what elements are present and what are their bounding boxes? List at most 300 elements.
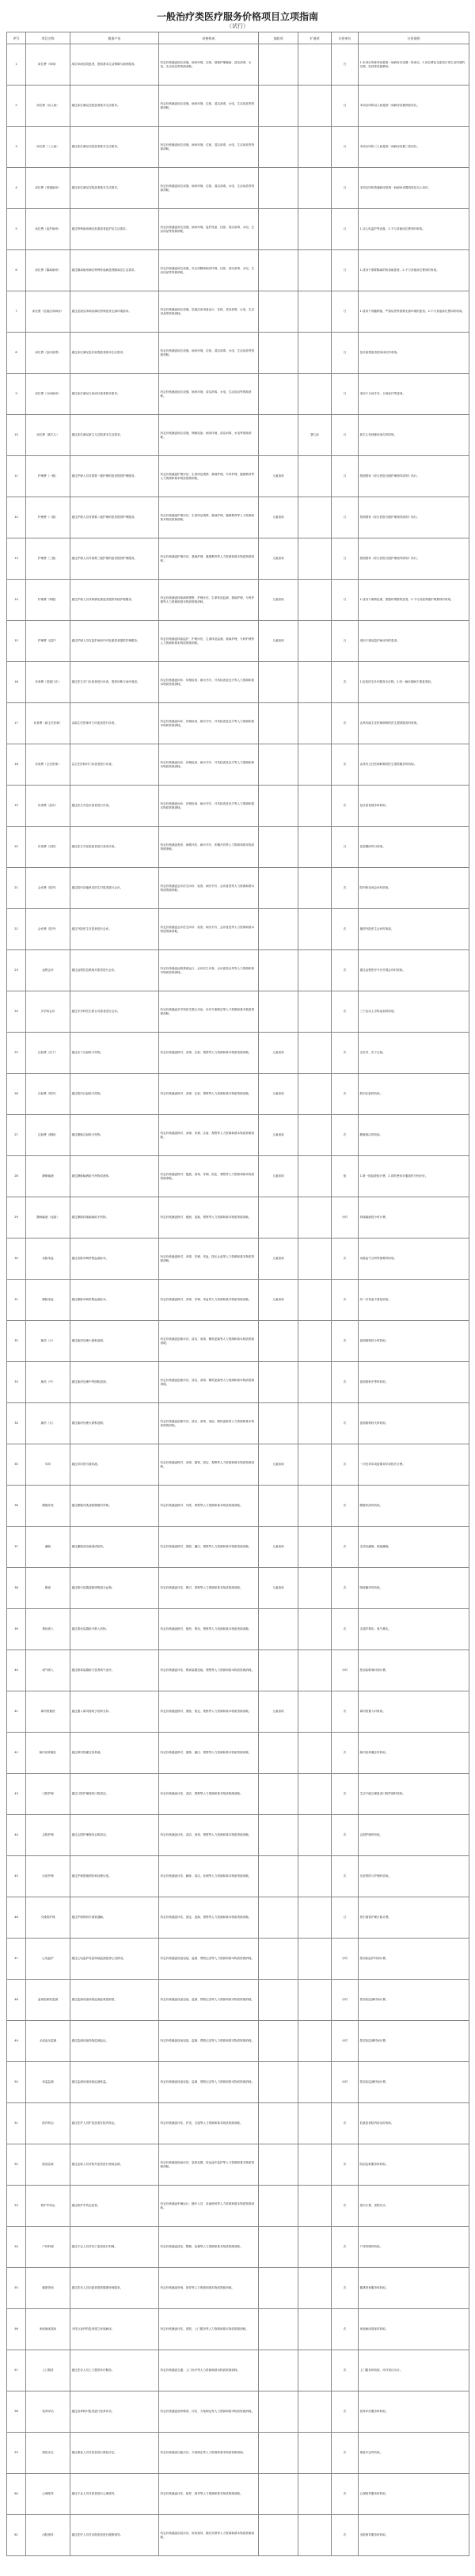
row-number-cell: 28 xyxy=(7,1156,26,1197)
surcharge-cell xyxy=(259,209,298,250)
extension-cell xyxy=(298,1321,332,1362)
pricing-unit-cell: 次 xyxy=(332,662,359,703)
price-composition-cell: 所定价格涵盖护理评估、生命体征观察、基础护理、健康教育等人力资源和基本物质资源消耗。 xyxy=(159,497,259,538)
price-composition-cell: 所定价格涵盖现场评估、急救处置、转运途中监护等人力资源和基本物质资源消耗。 xyxy=(159,2144,259,2186)
service-output-cell: 通过肌肉注射给予药物。 xyxy=(70,1074,159,1115)
service-output-cell: 通过床位满足住院患者基本生活需求。 xyxy=(70,127,159,168)
price-composition-cell: 所定价格涵盖核对、配液、消毒、穿刺、固定、观察等人力资源和基本物质资源消耗。 xyxy=(159,1156,259,1197)
surcharge-cell xyxy=(259,703,298,744)
service-output-cell: 通过急救人员对院外患者进行现场急救。 xyxy=(70,2144,159,2186)
item-name-cell: 诊查费（副主任医师） xyxy=(26,703,70,744)
table-row xyxy=(7,1897,469,1939)
service-output-cell: 通过床位满足住院患者基本生活需求。 xyxy=(70,168,159,209)
pricing-note-cell: 按实际监测时间计费。 xyxy=(359,1980,469,2021)
price-composition-cell: 所定价格涵盖设备连接、监测、观察记录等人力资源和基本物质资源消耗。 xyxy=(159,1980,259,2021)
service-output-cell: 通过床位满足新生儿住院基本生活需求。 xyxy=(70,415,159,456)
service-output-cell: 通过医务人员上门提供诊疗服务。 xyxy=(70,2350,159,2391)
pricing-unit-cell: 次 xyxy=(332,1856,359,1897)
service-output-cell: 通过膀胱冲洗清除膀胱内异物。 xyxy=(70,1486,159,1527)
service-output-cell: 通过口腔护理保持口腔清洁。 xyxy=(70,1774,159,1815)
extension-cell xyxy=(298,2391,332,2433)
row-number-cell: 55 xyxy=(7,2268,26,2309)
surcharge-cell xyxy=(259,2515,298,2556)
extension-cell xyxy=(298,1362,332,1403)
service-output-cell: 通过置入鼻饲管给予营养支持。 xyxy=(70,1691,159,1733)
price-composition-cell: 所定价格涵盖床位设施、病房环境、清洁消毒、水电、生活用品等资源消耗。 xyxy=(159,374,259,415)
pricing-unit-cell: 日 xyxy=(332,168,359,209)
table-row xyxy=(7,1321,469,1362)
pricing-note-cell: 肠内营养灌注时收取。 xyxy=(359,1733,469,1774)
surcharge-cell xyxy=(259,1197,298,1239)
table-row xyxy=(7,1074,469,1115)
price-composition-cell: 所定价格涵盖床位设施、层流洁净设备运行、住宿、清洁消毒、水电、生活用品等资源消耗。 xyxy=(159,291,259,333)
row-number-cell: 5 xyxy=(7,209,26,250)
extension-cell xyxy=(298,168,332,209)
pricing-note-cell: 创面面积较大时收取。 xyxy=(359,1403,469,1444)
price-composition-cell: 所定价格涵盖创面评估、清洁、消毒、敷料更换等人力资源和基本物质资源消耗。 xyxy=(159,1321,259,1362)
extension-cell xyxy=(298,1568,332,1609)
price-composition-cell: 所定价格涵盖床位设施、保暖设备、病房环境、清洁消毒、水电等资源消耗。 xyxy=(159,415,259,456)
service-output-cell: 通过监测设备持续监测血氧饱和度。 xyxy=(70,1980,159,2021)
table-header-row xyxy=(7,32,469,44)
price-composition-cell: 所定价格涵盖问诊、体格检查、病历书写、开具检查及处方等人力资源和基本物质资源消耗。 xyxy=(159,703,259,744)
extension-cell xyxy=(298,209,332,250)
pricing-note-cell: 由具有主任医师职称的医生提供服务时收取。 xyxy=(359,744,469,786)
extension-cell xyxy=(298,456,332,497)
price-composition-cell: 所定价格涵盖咨询、指导等人力资源和基本物质资源消耗。 xyxy=(159,2268,259,2309)
row-number-cell: 61 xyxy=(7,2515,26,2556)
extension-cell xyxy=(298,2309,332,2350)
pricing-unit-cell: 日 xyxy=(332,497,359,538)
extension-cell xyxy=(298,827,332,868)
surcharge-cell xyxy=(259,2103,298,2144)
price-composition-cell: 所定价格涵盖车辆运行、随车人员、设备使用等人力资源和基本物质资源消耗。 xyxy=(159,2186,259,2227)
extension-cell xyxy=(298,1033,332,1074)
price-composition-cell: 所定价格涵盖评估、疏导、指导等人力资源和基本物质资源消耗。 xyxy=(159,2474,259,2515)
service-output-cell: 通过鼻饲管灌注营养液。 xyxy=(70,1733,159,1774)
table-row xyxy=(7,827,469,868)
table-row xyxy=(7,1650,469,1691)
row-number-cell: 51 xyxy=(7,2103,26,2144)
service-output-cell: 通过床位满足住院患者基本生活需求。 xyxy=(70,86,159,127)
extension-cell xyxy=(298,621,332,662)
item-name-cell: 床位费（隔离病房） xyxy=(26,250,70,291)
pricing-unit-cell: 日 xyxy=(332,538,359,580)
table-row xyxy=(7,868,469,909)
service-output-cell: 通过监测设备持续监测体温。 xyxy=(70,2062,159,2103)
table-row xyxy=(7,2227,469,2268)
price-composition-cell: 所定价格涵盖持续病情观察、护理评估、生命体征监测、基础护理、专科护理等人力资源和基本物质资源消耗。 xyxy=(159,580,259,621)
pricing-unit-cell: 日 xyxy=(332,209,359,250)
row-number-cell: 42 xyxy=(7,1733,26,1774)
header-cell: 项目名称 xyxy=(26,32,70,44)
row-number-cell: 33 xyxy=(7,1362,26,1403)
item-name-cell: 吸痰 xyxy=(26,1568,70,1609)
table-row xyxy=(7,333,469,374)
pricing-note-cell: 按照国家《综合医院分级护理指导原则》执行。 xyxy=(359,538,469,580)
item-name-cell: 床位费（单间） xyxy=(26,44,70,86)
row-number-cell: 17 xyxy=(7,703,26,744)
surcharge-cell: 儿童加收 xyxy=(259,1527,298,1568)
extension-cell xyxy=(298,497,332,538)
surcharge-cell: 儿童加收 xyxy=(259,1568,298,1609)
service-output-cell: 通过层流洁净病房满足特殊患者无菌环境需求。 xyxy=(70,291,159,333)
pricing-unit-cell: 次 xyxy=(332,2103,359,2144)
table-row xyxy=(7,2350,469,2391)
row-number-cell: 45 xyxy=(7,1856,26,1897)
row-number-cell: 11 xyxy=(7,456,26,497)
pricing-note-cell: 含清洁灌肠、保留灌肠。 xyxy=(359,1527,469,1568)
pricing-unit-cell: 日 xyxy=(332,580,359,621)
price-composition-cell: 所定价格涵盖评估、翻身、清洁、处理等人力资源和基本物质资源消耗。 xyxy=(159,1856,259,1897)
extension-cell xyxy=(298,86,332,127)
item-name-cell: 会诊费（院内） xyxy=(26,868,70,909)
service-output-cell: 通过医护人员护送患者在院内转运。 xyxy=(70,2103,159,2144)
item-name-cell: 静脉采血 xyxy=(26,1280,70,1321)
item-name-cell: 氧气吸入 xyxy=(26,1650,70,1691)
pricing-unit-cell: 次 xyxy=(332,1321,359,1362)
extension-cell xyxy=(298,991,332,1033)
item-name-cell: 口腔护理 xyxy=(26,1774,70,1815)
table-row xyxy=(7,1733,469,1774)
extension-cell xyxy=(298,333,332,374)
pricing-unit-cell: 日 xyxy=(332,1897,359,1939)
service-output-cell: 通过护理人员对病情危重患者提供持续护理服务。 xyxy=(70,580,159,621)
service-output-cell: 通过医生对急诊患者进行诊查。 xyxy=(70,786,159,827)
extension-cell xyxy=(298,2103,332,2144)
item-name-cell: 护理费（特级） xyxy=(26,580,70,621)
item-name-cell: 换药（中） xyxy=(26,1362,70,1403)
row-number-cell: 20 xyxy=(7,827,26,868)
surcharge-cell: 儿童加收 xyxy=(259,1691,298,1733)
surcharge-cell xyxy=(259,127,298,168)
extension-cell xyxy=(298,1403,332,1444)
extension-cell xyxy=(298,2144,332,2186)
extension-cell xyxy=(298,2268,332,2309)
extension-cell xyxy=(298,291,332,333)
row-number-cell: 48 xyxy=(7,1980,26,2021)
row-number-cell: 49 xyxy=(7,2021,26,2062)
surcharge-cell xyxy=(259,2062,298,2103)
table-row xyxy=(7,1403,469,1444)
table-row xyxy=(7,2103,469,2144)
extension-cell xyxy=(298,44,332,86)
extension-cell xyxy=(298,2433,332,2474)
pricing-unit-cell: 次 xyxy=(332,2144,359,2186)
price-composition-cell: 所定价格涵盖设备连接、监测、观察记录等人力资源和基本物质资源消耗。 xyxy=(159,2021,259,2062)
price-composition-cell: 所定价格涵盖床位设施、负压或隔离病房环境、住宿、清洁消毒、水电、生活用品等资源消耗。 xyxy=(159,250,259,291)
service-output-cell: 通过护理人员在监护病房内对危重患者提供护理服务。 xyxy=(70,621,159,662)
item-name-cell: 上门服务 xyxy=(26,2350,70,2391)
price-composition-cell: 所定价格涵盖核对、消毒、穿刺、采血、按压止血等人力资源和基本物质资源消耗。 xyxy=(159,1239,259,1280)
table-row xyxy=(7,1856,469,1897)
row-number-cell: 7 xyxy=(7,291,26,333)
service-output-cell: 通过营养师对患者进行营养评估。 xyxy=(70,2391,159,2433)
pricing-unit-cell: 日 xyxy=(332,291,359,333)
extension-cell xyxy=(298,374,332,415)
pricing-note-cell: 创面面积较小时收取。 xyxy=(359,1321,469,1362)
service-output-cell: 通过吸引装置清除呼吸道分泌物。 xyxy=(70,1568,159,1609)
service-output-cell: 通过床位满足日间治疗患者基本需求。 xyxy=(70,374,159,415)
row-number-cell: 43 xyxy=(7,1774,26,1815)
price-composition-cell: 所定价格涵盖会诊医生问诊、检查、病历书写、会诊意见等人力资源和基本物质资源消耗。 xyxy=(159,868,259,909)
row-number-cell: 10 xyxy=(7,415,26,456)
price-composition-cell: 所定价格涵盖创面评估、清洁、消毒、敷料更换等人力资源和基本物质资源消耗。 xyxy=(159,1362,259,1403)
extension-cell xyxy=(298,786,332,827)
pricing-unit-cell: 次 xyxy=(332,2186,359,2227)
pricing-unit-cell: 次 xyxy=(332,1074,359,1115)
service-output-cell: 通过换药处理中等面积创面。 xyxy=(70,1362,159,1403)
surcharge-cell: 儿童加收 xyxy=(259,580,298,621)
price-composition-cell: 所定价格涵盖远程系统运行、会诊医生诊查、会诊意见出具等人力资源和基本物质资源消耗。 xyxy=(159,950,259,991)
service-output-cell: 通过换药处理小面积创面。 xyxy=(70,1321,159,1362)
service-output-cell: 通过护理保持引流管通畅。 xyxy=(70,1897,159,1939)
row-number-cell: 21 xyxy=(7,868,26,909)
table-row xyxy=(7,2062,469,2103)
price-composition-cell: 所定价格涵盖床位设施、病房环境、监护设备、住宿、清洁消毒、水电、生活用品等资源消耗。 xyxy=(159,209,259,250)
pricing-note-cell: 1.适用于需要隔离的传染病患者。2.不与其他床位费同时收取。 xyxy=(359,250,469,291)
extension-cell xyxy=(298,868,332,909)
table-row xyxy=(7,909,469,950)
surcharge-cell xyxy=(259,1650,298,1691)
table-row xyxy=(7,2186,469,2227)
pricing-unit-cell: 次 xyxy=(332,1280,359,1321)
item-name-cell: 康复评定 xyxy=(26,2433,70,2474)
table-row xyxy=(7,497,469,538)
price-composition-cell: 所定价格涵盖核对、消毒、注射、观察等人力资源和基本物质资源消耗。 xyxy=(159,1074,259,1115)
extension-cell xyxy=(298,580,332,621)
item-name-cell: 换药（大） xyxy=(26,1403,70,1444)
service-output-cell: 通过康复人员对患者进行康复评定。 xyxy=(70,2433,159,2474)
row-number-cell: 59 xyxy=(7,2433,26,2474)
service-output-cell: 通过静脉持续输液给予药物。 xyxy=(70,1197,159,1239)
pricing-note-cell: 院内科室间会诊时收取。 xyxy=(359,868,469,909)
pricing-unit-cell: 次 xyxy=(332,1444,359,1486)
pricing-unit-cell: 次 xyxy=(332,744,359,786)
item-name-cell: 膀胱冲洗 xyxy=(26,1486,70,1527)
table-row xyxy=(7,580,469,621)
row-number-cell: 34 xyxy=(7,1403,26,1444)
price-composition-cell: 所定价格涵盖设备连接、监测、观察记录等人力资源和基本物质资源消耗。 xyxy=(159,1939,259,1980)
pricing-note-cell: 本项目所称普通病房是指一间病房设置四张及以上床位。 xyxy=(359,168,469,209)
pricing-note-cell: 肌肉注射时收取。 xyxy=(359,1074,469,1115)
pricing-note-cell: 急诊留观患者使用床位时收取。 xyxy=(359,333,469,374)
item-name-cell: 诊查费（普通门诊） xyxy=(26,662,70,703)
row-number-cell: 54 xyxy=(7,2227,26,2268)
pricing-note-cell: 按实际吸氧时间计费。 xyxy=(359,1650,469,1691)
row-number-cell: 46 xyxy=(7,1897,26,1939)
table-row xyxy=(7,1568,469,1609)
pricing-unit-cell: 次 xyxy=(332,1033,359,1074)
price-composition-cell: 所定价格涵盖清洁、整理、包裹等人力资源和基本物质资源消耗。 xyxy=(159,2227,259,2268)
surcharge-cell xyxy=(259,291,298,333)
extension-cell xyxy=(298,2350,332,2391)
table-row xyxy=(7,1527,469,1568)
price-composition-cell: 所定价格涵盖核对、插管、灌注、观察等人力资源和基本物质资源消耗。 xyxy=(159,1527,259,1568)
surcharge-cell xyxy=(259,250,298,291)
pricing-unit-cell: 日 xyxy=(332,621,359,662)
service-output-cell: 通过换药处理大面积创面。 xyxy=(70,1403,159,1444)
service-output-cell: 通过静脉输液给予药物或液体。 xyxy=(70,1156,159,1197)
pricing-note-cell: 适用于重症监护病房内的患者。 xyxy=(359,621,469,662)
item-name-cell: 床位费（日间病房） xyxy=(26,374,70,415)
service-output-cell: 通过医生对门诊患者进行诊查，提供诊断与治疗意见。 xyxy=(70,662,159,703)
pricing-note-cell: 适用于日间手术、日间化疗等患者。 xyxy=(359,374,469,415)
pricing-unit-cell: 组 xyxy=(332,1156,359,1197)
pricing-note-cell: 住院期间每日收取。 xyxy=(359,827,469,868)
service-output-cell: 通过特殊病房满足危重患者监护及生活需求。 xyxy=(70,209,159,250)
table-row xyxy=(7,950,469,991)
service-output-cell: 通过外院医生对患者进行会诊。 xyxy=(70,909,159,950)
item-name-cell: 床位费（层流洁净病房） xyxy=(26,291,70,333)
table-row xyxy=(7,1939,469,1980)
pricing-note-cell: 心理疏导服务时收取。 xyxy=(359,2474,469,2515)
surcharge-cell xyxy=(259,1815,298,1856)
pricing-note-cell: 三个及以上学科参加时收取。 xyxy=(359,991,469,1033)
pricing-note-cell: 由具有副主任医师职称的医生提供服务时收取。 xyxy=(359,703,469,744)
table-row xyxy=(7,127,469,168)
surcharge-cell xyxy=(259,1897,298,1939)
row-number-cell: 40 xyxy=(7,1650,26,1691)
service-output-cell: 床位单间住院患者，提供基本生活保障与病房服务。 xyxy=(70,44,159,86)
pricing-unit-cell: 次 xyxy=(332,2350,359,2391)
item-name-cell: 心理疏导 xyxy=(26,2474,70,2515)
price-composition-cell: 所定价格涵盖会诊医生问诊、检查、病历书写、会诊意见等人力资源和基本物质资源消耗。 xyxy=(159,909,259,950)
pricing-note-cell: 邀请外院医生会诊时收取。 xyxy=(359,909,469,950)
service-output-cell: 通过远程信息系统对患者进行会诊。 xyxy=(70,950,159,991)
extension-cell xyxy=(298,1650,332,1691)
surcharge-cell xyxy=(259,44,298,86)
table-row xyxy=(7,538,469,580)
extension-cell xyxy=(298,1239,332,1280)
service-output-cell: 由主任医师对门诊患者进行诊查。 xyxy=(70,744,159,786)
surcharge-cell xyxy=(259,991,298,1033)
price-composition-cell: 所定价格涵盖评估、吸引、观察等人力资源和基本物质资源消耗。 xyxy=(159,1568,259,1609)
service-output-cell: 通过监测设备持续监测血压。 xyxy=(70,2021,159,2062)
row-number-cell: 58 xyxy=(7,2391,26,2433)
row-number-cell: 16 xyxy=(7,662,26,703)
item-name-cell: 院前急救 xyxy=(26,2144,70,2186)
pricing-unit-cell: 次 xyxy=(332,909,359,950)
row-number-cell: 24 xyxy=(7,991,26,1033)
table-row xyxy=(7,2433,469,2474)
pricing-note-cell: 通过远程医疗平台开展会诊时收取。 xyxy=(359,950,469,991)
extension-cell xyxy=(298,2227,332,2268)
extension-cell xyxy=(298,1609,332,1650)
item-name-cell: 出院指导 xyxy=(26,2515,70,2556)
table-row xyxy=(7,44,469,86)
item-name-cell: 鼻饲管置管 xyxy=(26,1691,70,1733)
pricing-note-cell: 按引流管护理日数计费。 xyxy=(359,1897,469,1939)
surcharge-cell xyxy=(259,662,298,703)
item-name-cell: 救护车转运 xyxy=(26,2186,70,2227)
surcharge-cell xyxy=(259,1733,298,1774)
extension-cell xyxy=(298,2474,332,2515)
item-name-cell: 静脉输液 xyxy=(26,1156,70,1197)
service-output-cell: 通过隔离病房满足特殊传染病患者隔离及生活需求。 xyxy=(70,250,159,291)
pricing-note-cell: 按次计费，里程另计。 xyxy=(359,2186,469,2227)
item-name-cell: 诊查费（住院） xyxy=(26,827,70,868)
header-cell: 计价说明 xyxy=(359,32,469,44)
pricing-unit-cell: 次 xyxy=(332,1527,359,1568)
pricing-unit-cell: 次 xyxy=(332,2227,359,2268)
table-row xyxy=(7,662,469,703)
row-number-cell: 15 xyxy=(7,621,26,662)
surcharge-cell: 儿童加收 xyxy=(259,497,298,538)
price-composition-cell: 所定价格涵盖核对、消毒、注射、观察等人力资源和基本物质资源消耗。 xyxy=(159,1033,259,1074)
row-number-cell: 4 xyxy=(7,168,26,209)
surcharge-cell xyxy=(259,2309,298,2350)
price-composition-cell: 所定价格涵盖交通、上门诊疗等人力资源和基本物质资源消耗。 xyxy=(159,2350,259,2391)
row-number-cell: 31 xyxy=(7,1280,26,1321)
extension-cell xyxy=(298,538,332,580)
item-name-cell: 导尿 xyxy=(26,1444,70,1486)
extension-cell xyxy=(298,1074,332,1115)
row-number-cell: 53 xyxy=(7,2186,26,2227)
pricing-note-cell: 家庭病床建床时收取。 xyxy=(359,2309,469,2350)
surcharge-cell xyxy=(259,950,298,991)
table-row xyxy=(7,744,469,786)
pricing-unit-cell: 次 xyxy=(332,1733,359,1774)
table-row xyxy=(7,86,469,127)
surcharge-cell xyxy=(259,333,298,374)
header-cell: 加收项 xyxy=(259,32,298,44)
row-number-cell: 50 xyxy=(7,2062,26,2103)
pricing-note-cell: 膀胱冲洗时收取。 xyxy=(359,1486,469,1527)
item-name-cell: 护理费（一级） xyxy=(26,456,70,497)
table-row xyxy=(7,1980,469,2021)
table-body xyxy=(7,44,469,2556)
pricing-note-cell: 1.适用于病情危重、需随时观察的患者。2.不与其他等级护理费同时收取。 xyxy=(359,580,469,621)
pricing-note-cell: 院前急救服务时收取。 xyxy=(359,2144,469,2186)
extension-cell xyxy=(298,1733,332,1774)
pricing-unit-cell: 日 xyxy=(332,415,359,456)
price-composition-cell: 所定价格涵盖查房、病情评估、病历书写、医嘱开具等人力资源和基本物质资源消耗。 xyxy=(159,827,259,868)
pricing-note-cell: 健康咨询服务时收取。 xyxy=(359,2268,469,2309)
price-composition-cell: 所定价格涵盖创面评估、清洁、消毒、清创、敷料更换等人力资源和基本物质资源消耗。 xyxy=(159,1403,259,1444)
row-number-cell: 37 xyxy=(7,1527,26,1568)
surcharge-cell: 儿童加收 xyxy=(259,1033,298,1074)
item-name-cell: 床位费（新生儿） xyxy=(26,415,70,456)
extension-cell xyxy=(298,1486,332,1527)
service-output-cell: 通过医务人员向患者提供健康咨询服务。 xyxy=(70,2268,159,2309)
surcharge-cell xyxy=(259,1980,298,2021)
service-output-cell: 通过皮下注射给予药物。 xyxy=(70,1033,159,1074)
pricing-unit-cell: 次 xyxy=(332,1115,359,1156)
surcharge-cell xyxy=(259,1609,298,1650)
pricing-note-cell: 静脉推注时收取。 xyxy=(359,1115,469,1156)
price-composition-cell: 所定价格涵盖床位设施、病房环境、住宿、清洁消毒、水电、生活用品等资源消耗。 xyxy=(159,333,259,374)
row-number-cell: 2 xyxy=(7,86,26,127)
extension-cell xyxy=(298,250,332,291)
pricing-unit-cell: 日 xyxy=(332,250,359,291)
pricing-note-cell: 鼻饲管置入时收取。 xyxy=(359,1691,469,1733)
pricing-unit-cell: 日 xyxy=(332,827,359,868)
pricing-note-cell: 吸痰操作时收取。 xyxy=(359,1568,469,1609)
item-name-cell: 会阴护理 xyxy=(26,1815,70,1856)
pricing-note-cell: 一次性导尿或留置导尿均按次计费。 xyxy=(359,1444,469,1486)
table-row xyxy=(7,2309,469,2350)
extension-cell xyxy=(298,1197,332,1239)
pricing-unit-cell: 次 xyxy=(332,1362,359,1403)
pricing-note-cell: 本项目所称双人间是指一间病房设置两张床位。 xyxy=(359,86,469,127)
table-row xyxy=(7,703,469,744)
table-row xyxy=(7,291,469,333)
table-row xyxy=(7,1774,469,1815)
row-number-cell: 57 xyxy=(7,2350,26,2391)
table-row xyxy=(7,1815,469,1856)
extension-cell xyxy=(298,909,332,950)
